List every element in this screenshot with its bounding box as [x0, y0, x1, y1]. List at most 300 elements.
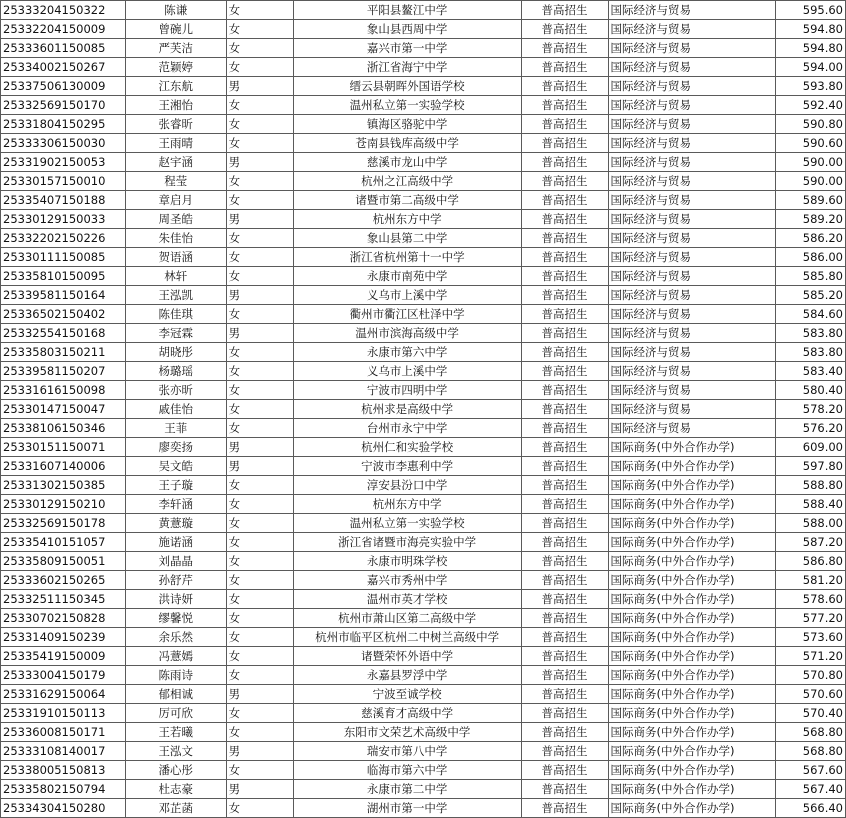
gender-cell: 女 [226, 305, 293, 324]
major-cell: 国际商务(中外合作办学) [608, 590, 776, 609]
school-cell: 慈溪市龙山中学 [293, 153, 521, 172]
school-cell: 东阳市文荣艺术高级中学 [293, 723, 521, 742]
score-cell: 581.20 [776, 571, 846, 590]
admission-type-cell: 普高招生 [521, 723, 608, 742]
student-name-cell: 王泓文 [126, 742, 227, 761]
candidate-number-cell: 25332202150226 [1, 229, 126, 248]
school-cell: 诸暨市第二高级中学 [293, 191, 521, 210]
major-cell: 国际经济与贸易 [608, 172, 776, 191]
gender-cell: 女 [226, 495, 293, 514]
admission-type-cell: 普高招生 [521, 210, 608, 229]
score-cell: 566.40 [776, 799, 846, 818]
candidate-number-cell: 25336008150171 [1, 723, 126, 742]
table-row [1, 419, 846, 438]
school-cell: 宁波至诚学校 [293, 685, 521, 704]
student-name-cell: 王泓凯 [126, 286, 227, 305]
student-name-cell: 陈谦 [126, 1, 227, 20]
student-name-cell: 刘晶晶 [126, 552, 227, 571]
table-row [1, 324, 846, 343]
school-cell: 杭州仁和实验学校 [293, 438, 521, 457]
score-cell: 588.40 [776, 495, 846, 514]
school-cell: 嘉兴市秀州中学 [293, 571, 521, 590]
candidate-number-cell: 25331616150098 [1, 381, 126, 400]
table-row [1, 115, 846, 134]
admission-type-cell: 普高招生 [521, 685, 608, 704]
candidate-number-cell: 25333306150030 [1, 134, 126, 153]
candidate-number-cell: 25338106150346 [1, 419, 126, 438]
table-row [1, 780, 846, 799]
admission-type-cell: 普高招生 [521, 552, 608, 571]
candidate-number-cell: 25333602150265 [1, 571, 126, 590]
school-cell: 象山县第二中学 [293, 229, 521, 248]
gender-cell: 男 [226, 286, 293, 305]
candidate-number-cell: 25334304150280 [1, 799, 126, 818]
student-name-cell: 施诺涵 [126, 533, 227, 552]
candidate-number-cell: 25331629150064 [1, 685, 126, 704]
student-name-cell: 厉可欣 [126, 704, 227, 723]
candidate-number-cell: 25335802150794 [1, 780, 126, 799]
school-cell: 温州私立第一实验学校 [293, 514, 521, 533]
major-cell: 国际经济与贸易 [608, 115, 776, 134]
score-cell: 595.60 [776, 1, 846, 20]
student-name-cell: 曾碗儿 [126, 20, 227, 39]
student-name-cell: 严芙洁 [126, 39, 227, 58]
admission-type-cell: 普高招生 [521, 153, 608, 172]
student-name-cell: 王湘怡 [126, 96, 227, 115]
gender-cell: 女 [226, 381, 293, 400]
major-cell: 国际商务(中外合作办学) [608, 457, 776, 476]
admission-type-cell: 普高招生 [521, 381, 608, 400]
candidate-number-cell: 25337506130009 [1, 77, 126, 96]
admission-type-cell: 普高招生 [521, 20, 608, 39]
candidate-number-cell: 25332554150168 [1, 324, 126, 343]
score-cell: 590.60 [776, 134, 846, 153]
student-name-cell: 赵宇涵 [126, 153, 227, 172]
student-name-cell: 陈雨诗 [126, 666, 227, 685]
candidate-number-cell: 25332204150009 [1, 20, 126, 39]
major-cell: 国际经济与贸易 [608, 210, 776, 229]
student-name-cell: 潘心彤 [126, 761, 227, 780]
score-cell: 589.60 [776, 191, 846, 210]
student-name-cell: 陈佳琪 [126, 305, 227, 324]
gender-cell: 女 [226, 723, 293, 742]
candidate-number-cell: 25331910150113 [1, 704, 126, 723]
candidate-number-cell: 25334002150267 [1, 58, 126, 77]
admission-type-cell: 普高招生 [521, 400, 608, 419]
score-cell: 586.00 [776, 248, 846, 267]
student-name-cell: 戚佳怡 [126, 400, 227, 419]
school-cell: 嘉兴市第一中学 [293, 39, 521, 58]
score-cell: 567.40 [776, 780, 846, 799]
gender-cell: 女 [226, 628, 293, 647]
table-row [1, 533, 846, 552]
candidate-number-cell: 25331302150385 [1, 476, 126, 495]
admission-type-cell: 普高招生 [521, 590, 608, 609]
admission-type-cell: 普高招生 [521, 799, 608, 818]
school-cell: 义乌市上溪中学 [293, 362, 521, 381]
table-row [1, 58, 846, 77]
score-cell: 578.20 [776, 400, 846, 419]
table-row [1, 590, 846, 609]
table-row [1, 476, 846, 495]
table-row [1, 571, 846, 590]
major-cell: 国际经济与贸易 [608, 191, 776, 210]
school-cell: 温州市滨海高级中学 [293, 324, 521, 343]
admission-type-cell: 普高招生 [521, 761, 608, 780]
major-cell: 国际经济与贸易 [608, 248, 776, 267]
table-row [1, 609, 846, 628]
score-cell: 580.40 [776, 381, 846, 400]
student-name-cell: 章启月 [126, 191, 227, 210]
school-cell: 义乌市上溪中学 [293, 286, 521, 305]
candidate-number-cell: 25330157150010 [1, 172, 126, 191]
table-row [1, 20, 846, 39]
gender-cell: 女 [226, 799, 293, 818]
score-cell: 577.20 [776, 609, 846, 628]
candidate-number-cell: 25333004150179 [1, 666, 126, 685]
admission-type-cell: 普高招生 [521, 343, 608, 362]
table-row [1, 742, 846, 761]
score-cell: 570.60 [776, 685, 846, 704]
school-cell: 慈溪育才高级中学 [293, 704, 521, 723]
score-cell: 568.80 [776, 723, 846, 742]
admission-type-cell: 普高招生 [521, 704, 608, 723]
gender-cell: 女 [226, 647, 293, 666]
admission-type-cell: 普高招生 [521, 96, 608, 115]
admission-type-cell: 普高招生 [521, 647, 608, 666]
major-cell: 国际经济与贸易 [608, 96, 776, 115]
gender-cell: 女 [226, 20, 293, 39]
table-row [1, 400, 846, 419]
table-row [1, 191, 846, 210]
candidate-number-cell: 25339581150164 [1, 286, 126, 305]
student-name-cell: 吴文皓 [126, 457, 227, 476]
admission-type-cell: 普高招生 [521, 742, 608, 761]
student-name-cell: 江东航 [126, 77, 227, 96]
school-cell: 永康市南苑中学 [293, 267, 521, 286]
admission-type-cell: 普高招生 [521, 571, 608, 590]
major-cell: 国际商务(中外合作办学) [608, 552, 776, 571]
admission-type-cell: 普高招生 [521, 286, 608, 305]
admission-type-cell: 普高招生 [521, 172, 608, 191]
major-cell: 国际商务(中外合作办学) [608, 780, 776, 799]
score-cell: 590.00 [776, 172, 846, 191]
major-cell: 国际商务(中外合作办学) [608, 761, 776, 780]
school-cell: 浙江省海宁中学 [293, 58, 521, 77]
student-name-cell: 李冠霖 [126, 324, 227, 343]
major-cell: 国际经济与贸易 [608, 286, 776, 305]
candidate-number-cell: 25331902150053 [1, 153, 126, 172]
gender-cell: 女 [226, 590, 293, 609]
student-name-cell: 王菲 [126, 419, 227, 438]
table-row [1, 210, 846, 229]
table-row [1, 628, 846, 647]
major-cell: 国际商务(中外合作办学) [608, 647, 776, 666]
candidate-number-cell: 25333108140017 [1, 742, 126, 761]
admission-type-cell: 普高招生 [521, 495, 608, 514]
gender-cell: 男 [226, 324, 293, 343]
gender-cell: 女 [226, 609, 293, 628]
candidate-number-cell: 25330702150828 [1, 609, 126, 628]
student-name-cell: 冯薏嫣 [126, 647, 227, 666]
candidate-number-cell: 25335410151057 [1, 533, 126, 552]
school-cell: 浙江省杭州第十一中学 [293, 248, 521, 267]
student-name-cell: 王雨晴 [126, 134, 227, 153]
score-cell: 594.80 [776, 39, 846, 58]
table-row [1, 153, 846, 172]
student-name-cell: 洪诗妍 [126, 590, 227, 609]
gender-cell: 女 [226, 248, 293, 267]
admission-type-cell: 普高招生 [521, 457, 608, 476]
school-cell: 浙江省诸暨市海亮实验中学 [293, 533, 521, 552]
gender-cell: 男 [226, 742, 293, 761]
score-cell: 570.40 [776, 704, 846, 723]
gender-cell: 女 [226, 419, 293, 438]
table-row [1, 134, 846, 153]
score-cell: 594.00 [776, 58, 846, 77]
school-cell: 永康市第二中学 [293, 780, 521, 799]
table-row [1, 666, 846, 685]
school-cell: 温州市英才学校 [293, 590, 521, 609]
student-name-cell: 王子璇 [126, 476, 227, 495]
table-row [1, 514, 846, 533]
major-cell: 国际商务(中外合作办学) [608, 704, 776, 723]
table-row [1, 248, 846, 267]
score-cell: 567.60 [776, 761, 846, 780]
gender-cell: 女 [226, 400, 293, 419]
table-row [1, 1, 846, 20]
admission-type-cell: 普高招生 [521, 324, 608, 343]
school-cell: 杭州东方中学 [293, 495, 521, 514]
major-cell: 国际商务(中外合作办学) [608, 514, 776, 533]
candidate-number-cell: 25335419150009 [1, 647, 126, 666]
candidate-number-cell: 25332569150170 [1, 96, 126, 115]
candidate-number-cell: 25333601150085 [1, 39, 126, 58]
gender-cell: 女 [226, 761, 293, 780]
student-name-cell: 邓芷菡 [126, 799, 227, 818]
gender-cell: 女 [226, 172, 293, 191]
gender-cell: 女 [226, 571, 293, 590]
student-name-cell: 杨璐瑶 [126, 362, 227, 381]
major-cell: 国际商务(中外合作办学) [608, 495, 776, 514]
candidate-number-cell: 25330151150071 [1, 438, 126, 457]
candidate-number-cell: 25332511150345 [1, 590, 126, 609]
school-cell: 永康市第六中学 [293, 343, 521, 362]
score-cell: 587.20 [776, 533, 846, 552]
gender-cell: 女 [226, 666, 293, 685]
table-row [1, 267, 846, 286]
score-cell: 590.80 [776, 115, 846, 134]
admission-type-cell: 普高招生 [521, 39, 608, 58]
gender-cell: 女 [226, 229, 293, 248]
gender-cell: 女 [226, 96, 293, 115]
candidate-number-cell: 25335407150188 [1, 191, 126, 210]
school-cell: 台州市永宁中学 [293, 419, 521, 438]
candidate-number-cell: 25331804150295 [1, 115, 126, 134]
student-name-cell: 黄薏璇 [126, 514, 227, 533]
score-cell: 586.20 [776, 229, 846, 248]
student-name-cell: 廖奕扬 [126, 438, 227, 457]
candidate-number-cell: 25333204150322 [1, 1, 126, 20]
major-cell: 国际经济与贸易 [608, 305, 776, 324]
table-row [1, 39, 846, 58]
major-cell: 国际商务(中外合作办学) [608, 742, 776, 761]
student-name-cell: 王若曦 [126, 723, 227, 742]
score-cell: 586.80 [776, 552, 846, 571]
candidate-number-cell: 25331607140006 [1, 457, 126, 476]
admission-type-cell: 普高招生 [521, 191, 608, 210]
gender-cell: 女 [226, 476, 293, 495]
major-cell: 国际商务(中外合作办学) [608, 685, 776, 704]
gender-cell: 女 [226, 362, 293, 381]
school-cell: 衢州市衢江区杜泽中学 [293, 305, 521, 324]
gender-cell: 男 [226, 77, 293, 96]
candidate-number-cell: 25330147150047 [1, 400, 126, 419]
score-cell: 585.80 [776, 267, 846, 286]
student-name-cell: 缪馨悦 [126, 609, 227, 628]
major-cell: 国际经济与贸易 [608, 400, 776, 419]
score-cell: 588.00 [776, 514, 846, 533]
school-cell: 杭州市萧山区第二高级中学 [293, 609, 521, 628]
major-cell: 国际经济与贸易 [608, 77, 776, 96]
school-cell: 缙云县朝晖外国语学校 [293, 77, 521, 96]
score-cell: 594.80 [776, 20, 846, 39]
school-cell: 永嘉县罗浮中学 [293, 666, 521, 685]
candidate-number-cell: 25332569150178 [1, 514, 126, 533]
student-name-cell: 林轩 [126, 267, 227, 286]
student-name-cell: 朱佳怡 [126, 229, 227, 248]
score-cell: 589.20 [776, 210, 846, 229]
school-cell: 杭州之江高级中学 [293, 172, 521, 191]
score-cell: 592.40 [776, 96, 846, 115]
gender-cell: 女 [226, 552, 293, 571]
admission-type-cell: 普高招生 [521, 438, 608, 457]
major-cell: 国际商务(中外合作办学) [608, 723, 776, 742]
major-cell: 国际经济与贸易 [608, 20, 776, 39]
major-cell: 国际经济与贸易 [608, 267, 776, 286]
score-cell: 583.40 [776, 362, 846, 381]
major-cell: 国际经济与贸易 [608, 39, 776, 58]
major-cell: 国际经济与贸易 [608, 343, 776, 362]
score-cell: 593.80 [776, 77, 846, 96]
table-row [1, 286, 846, 305]
admission-type-cell: 普高招生 [521, 476, 608, 495]
school-cell: 湖州市第一中学 [293, 799, 521, 818]
score-cell: 588.80 [776, 476, 846, 495]
admission-type-cell: 普高招生 [521, 267, 608, 286]
major-cell: 国际经济与贸易 [608, 381, 776, 400]
student-name-cell: 余乐然 [126, 628, 227, 647]
school-cell: 平阳县鳌江中学 [293, 1, 521, 20]
table-row [1, 647, 846, 666]
admission-type-cell: 普高招生 [521, 77, 608, 96]
table-row [1, 438, 846, 457]
school-cell: 宁波市四明中学 [293, 381, 521, 400]
admission-type-cell: 普高招生 [521, 58, 608, 77]
score-cell: 609.00 [776, 438, 846, 457]
score-cell: 584.60 [776, 305, 846, 324]
candidate-number-cell: 25330111150085 [1, 248, 126, 267]
admission-type-cell: 普高招生 [521, 419, 608, 438]
admission-type-cell: 普高招生 [521, 666, 608, 685]
table-row [1, 343, 846, 362]
gender-cell: 男 [226, 438, 293, 457]
school-cell: 象山县西周中学 [293, 20, 521, 39]
major-cell: 国际经济与贸易 [608, 153, 776, 172]
table-row [1, 552, 846, 571]
score-cell: 571.20 [776, 647, 846, 666]
school-cell: 诸暨荣怀外语中学 [293, 647, 521, 666]
gender-cell: 女 [226, 115, 293, 134]
student-name-cell: 周圣皓 [126, 210, 227, 229]
candidate-number-cell: 25335803150211 [1, 343, 126, 362]
school-cell: 杭州求是高级中学 [293, 400, 521, 419]
gender-cell: 女 [226, 704, 293, 723]
table-row [1, 704, 846, 723]
major-cell: 国际商务(中外合作办学) [608, 476, 776, 495]
table-row [1, 457, 846, 476]
gender-cell: 女 [226, 267, 293, 286]
school-cell: 温州私立第一实验学校 [293, 96, 521, 115]
admission-type-cell: 普高招生 [521, 780, 608, 799]
school-cell: 苍南县钱库高级中学 [293, 134, 521, 153]
gender-cell: 男 [226, 780, 293, 799]
table-row [1, 723, 846, 742]
student-name-cell: 张睿昕 [126, 115, 227, 134]
admission-type-cell: 普高招生 [521, 229, 608, 248]
gender-cell: 女 [226, 58, 293, 77]
gender-cell: 女 [226, 343, 293, 362]
admission-type-cell: 普高招生 [521, 134, 608, 153]
gender-cell: 女 [226, 39, 293, 58]
student-name-cell: 贺语涵 [126, 248, 227, 267]
score-cell: 590.00 [776, 153, 846, 172]
candidate-number-cell: 25338005150813 [1, 761, 126, 780]
major-cell: 国际商务(中外合作办学) [608, 438, 776, 457]
student-name-cell: 孙舒芹 [126, 571, 227, 590]
gender-cell: 女 [226, 533, 293, 552]
student-name-cell: 程莹 [126, 172, 227, 191]
admission-type-cell: 普高招生 [521, 115, 608, 134]
score-cell: 570.80 [776, 666, 846, 685]
candidate-number-cell: 25335810150095 [1, 267, 126, 286]
gender-cell: 男 [226, 210, 293, 229]
candidate-number-cell: 25330129150033 [1, 210, 126, 229]
table-row [1, 77, 846, 96]
major-cell: 国际经济与贸易 [608, 58, 776, 77]
table-row [1, 761, 846, 780]
admission-type-cell: 普高招生 [521, 609, 608, 628]
table-row [1, 96, 846, 115]
gender-cell: 女 [226, 134, 293, 153]
student-name-cell: 郁相诚 [126, 685, 227, 704]
admission-table-body [1, 1, 846, 818]
major-cell: 国际经济与贸易 [608, 229, 776, 248]
major-cell: 国际商务(中外合作办学) [608, 533, 776, 552]
major-cell: 国际经济与贸易 [608, 1, 776, 20]
gender-cell: 女 [226, 514, 293, 533]
gender-cell: 男 [226, 457, 293, 476]
admission-type-cell: 普高招生 [521, 1, 608, 20]
major-cell: 国际商务(中外合作办学) [608, 571, 776, 590]
candidate-number-cell: 25330129150210 [1, 495, 126, 514]
table-row [1, 381, 846, 400]
admission-type-cell: 普高招生 [521, 248, 608, 267]
table-row [1, 685, 846, 704]
table-row [1, 172, 846, 191]
major-cell: 国际商务(中外合作办学) [608, 609, 776, 628]
gender-cell: 女 [226, 191, 293, 210]
